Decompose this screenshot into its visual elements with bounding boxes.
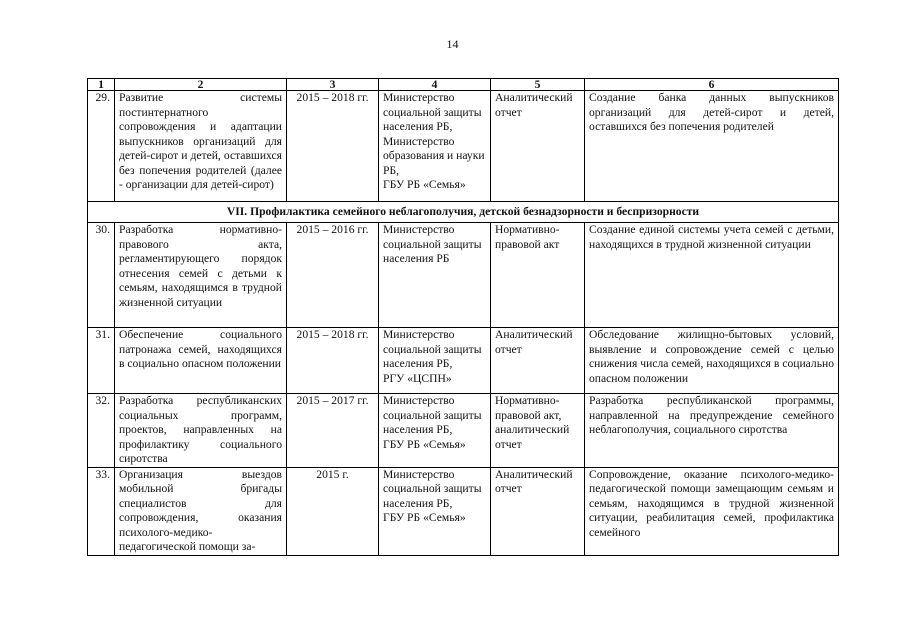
- executor: ГБУ РБ «Семья»: [383, 178, 466, 191]
- column-header: 6: [585, 79, 839, 91]
- period-cell: 2015 – 2018 гг.: [287, 91, 379, 202]
- executors-cell: [379, 394, 491, 468]
- form-cell: Аналитический отчет: [491, 467, 585, 555]
- executor: Министерство социальной защиты населения РБ,: [383, 467, 482, 510]
- column-header: 2: [115, 79, 287, 91]
- row-number: 31.: [88, 328, 115, 394]
- executors-cell: [379, 223, 491, 328]
- table-row: [88, 91, 839, 202]
- column-header: 4: [379, 79, 491, 91]
- activity-cell: Организация выездов мобильной бригады специалистов для сопровождения, оказания психолого-медико-педагогической помощи за-: [115, 467, 287, 555]
- form-cell: Аналитический отчет: [491, 328, 585, 394]
- table-row: [88, 328, 839, 394]
- column-header: 5: [491, 79, 585, 91]
- result-cell: Разработка республиканской программы, направленной на предупреждение семейного неблагополучия, социального сиротства: [585, 394, 839, 468]
- executor: Министерство образования и науки РБ,: [383, 134, 485, 177]
- result-cell: Обследование жилищно-бытовых условий, выявление и сопровождение семей с целью снижения числа семей, находящихся в социально опасном положении: [585, 328, 839, 394]
- executor: Министерство социальной защиты населения РБ,: [383, 328, 482, 370]
- executor: ГБУ РБ «Семья»: [383, 511, 466, 524]
- activity-cell: Обеспечение социального патронажа семей, находящихся в социально опасном положении: [115, 328, 287, 394]
- form-cell: Аналитический отчет: [491, 91, 585, 202]
- executor: Министерство социальной защиты населения РБ: [383, 223, 482, 265]
- executors-cell: [379, 91, 491, 202]
- column-header: 1: [88, 79, 115, 91]
- executor: РГУ «ЦСПН»: [383, 371, 452, 385]
- row-number: 29.: [88, 91, 115, 202]
- period-cell: 2015 – 2017 гг.: [287, 394, 379, 468]
- table-row: [88, 394, 839, 468]
- row-number: 30.: [88, 223, 115, 328]
- row-number: 32.: [88, 394, 115, 468]
- column-header: 3: [287, 79, 379, 91]
- section-title: VII. Профилактика семейного неблагополучия, детской безнадзорности и беспризорности: [88, 202, 839, 223]
- period-cell: 2015 г.: [287, 467, 379, 555]
- section-row: [88, 202, 839, 223]
- form-cell: Нормативно-правовой акт: [491, 223, 585, 328]
- executor: ГБУ РБ «Семья»: [383, 437, 466, 451]
- result-cell: Сопровождение, оказание психолого-медико-педагогической помощи замещающим семьям и семьям, находящимся в трудной жизненной ситуации, реабилитация семей, профилактика семейного: [585, 467, 839, 555]
- row-number: 33.: [88, 467, 115, 555]
- result-cell: Создание единой системы учета семей с детьми, находящихся в трудной жизненной ситуации: [585, 223, 839, 328]
- executor: Министерство социальной защиты населения РБ,: [383, 91, 482, 133]
- activity-cell: Разработка нормативно-правового акта, регламентирующего порядок отнесения семей с детьми к семьям, находящимся в трудной жизненной ситуации: [115, 223, 287, 328]
- result-cell: Создание банка данных выпускников организаций для детей-сирот и детей, оставшихся без попечения родителей: [585, 91, 839, 202]
- activity-cell: Разработка республиканских социальных программ, проектов, направленных на профилактику социального сиротства: [115, 394, 287, 468]
- form-cell: Нормативно-правовой акт, аналитический отчет: [491, 394, 585, 468]
- activity-cell: Развитие системы постинтернатного сопровождения и адаптации выпускников организаций для детей-сирот и детей, оставшихся без попечения родителей (далее - организации для детей-сирот): [115, 91, 287, 202]
- executor: Министерство социальной защиты населения РБ,: [383, 394, 482, 436]
- page-number: 14: [446, 37, 459, 51]
- table-header-row: [88, 79, 839, 91]
- executors-cell: [379, 328, 491, 394]
- table-row: [88, 223, 839, 328]
- executors-cell: [379, 467, 491, 555]
- period-cell: 2015 – 2016 гг.: [287, 223, 379, 328]
- table-row: [88, 467, 839, 555]
- period-cell: 2015 – 2018 гг.: [287, 328, 379, 394]
- measures-table: [87, 78, 839, 556]
